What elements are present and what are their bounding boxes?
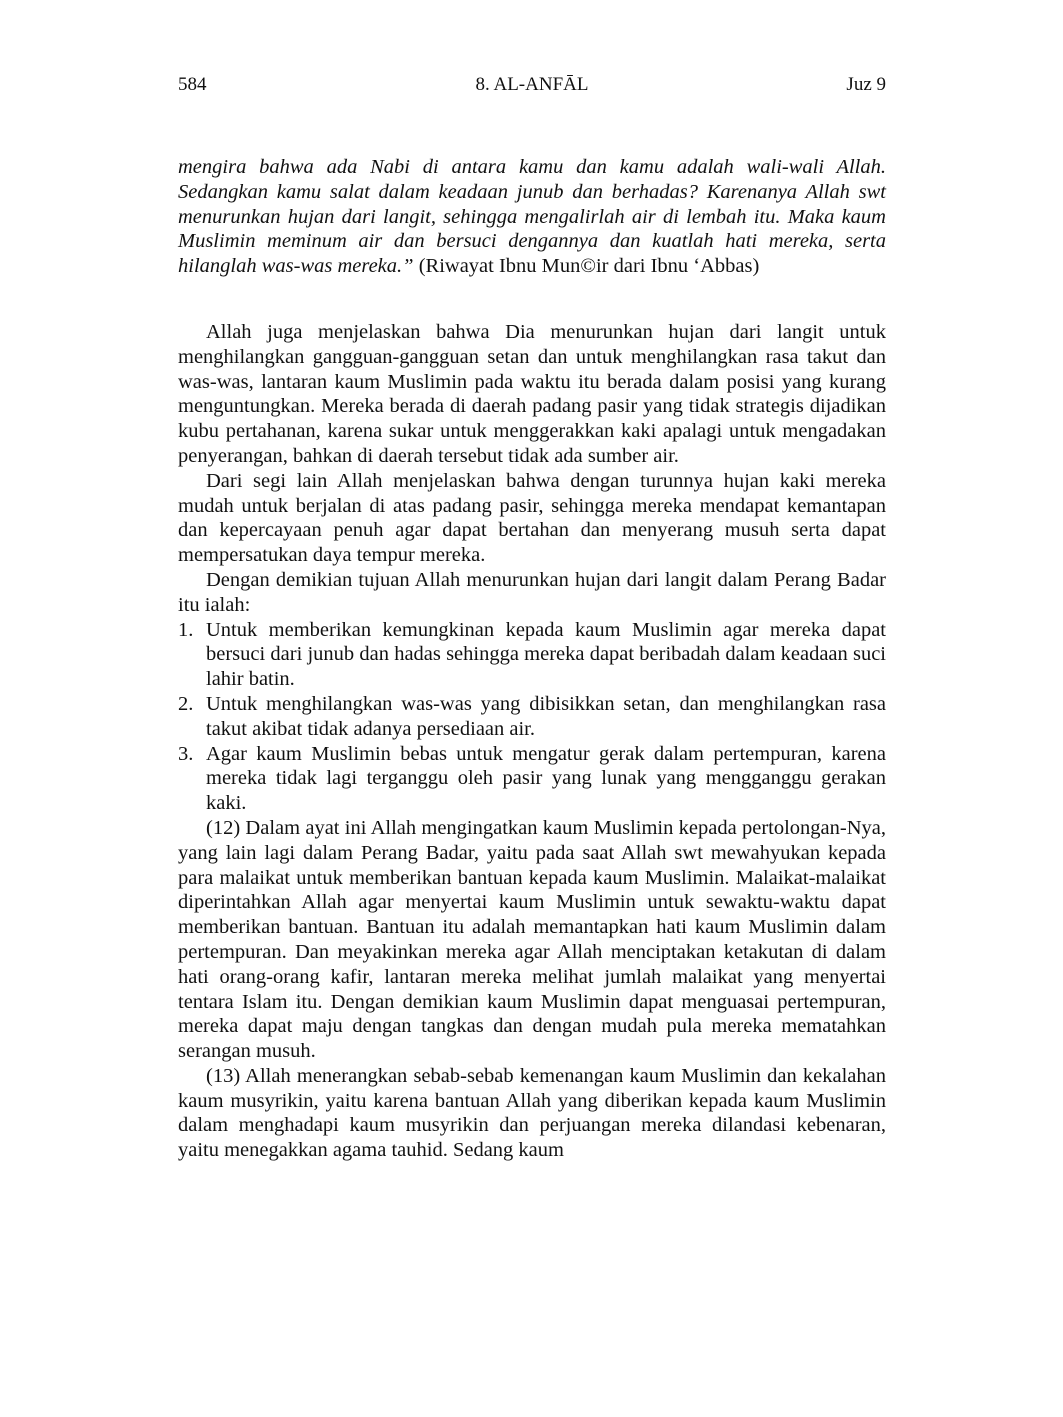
quote-source: (Riwayat Ibnu Mun©ir dari Ibnu ‘Abbas) (413, 255, 760, 278)
chapter-title: 8. AL-ANFĀL (475, 74, 589, 95)
list-item-number: 3. (178, 742, 194, 765)
paragraph-4: (12) Dalam ayat ini Allah mengingatkan kaum Muslimin kepada pertolongan-Nya, yang lain lagi dalam Perang Badar, yaitu pada saat Allah swt mewahyukan kepada para malaikat untuk memberikan bantuan kepada kaum Muslimin. Malaikat-malaikat diperintahkan Allah agar menyertai kaum Muslimin untuk sewaktu-waktu dapat memberikan bantuan. Bantuan itu adalah memantapkan hati kaum Muslimin dalam pertempuran. Dan meyakinkan mereka agar Allah menciptakan ketakutan di dalam hati orang-orang kafir, lantaran mereka melihat jumlah malaikat yang menyertai tentara Islam itu. Dengan demikian kaum Muslimin dapat menguasai pertempuran, mereka dapat maju dengan tangkas dan dengan mudah pula mereka mematahkan serangan musuh. (178, 816, 886, 1063)
list-item-text: Untuk memberikan kemungkinan kepada kaum Muslimin agar mereka dapat bersuci dari junub dan hadas sehingga mereka dapat beribadah dalam keadaan suci lahir batin. (206, 618, 886, 691)
list-item (178, 692, 886, 742)
page-body (178, 155, 886, 1163)
purpose-list (178, 618, 886, 816)
list-item-text: Untuk menghilangkan was-was yang dibisikkan setan, dan menghilangkan rasa takut akibat tidak adanya persediaan air. (206, 692, 886, 740)
juz-label: Juz 9 (846, 74, 886, 95)
paragraph-2: Dari segi lain Allah menjelaskan bahwa dengan turunnya hujan kaki mereka mudah untuk berjalan di atas padang pasir, sehingga mereka mendapat kemantapan dan kepercayaan penuh agar dapat bertahan dan menyerang musuh serta dapat mempersatukan daya tempur mereka. (178, 469, 886, 567)
list-item (178, 618, 886, 692)
list-item-number: 1. (178, 618, 194, 641)
list-item-number: 2. (178, 692, 194, 715)
paragraph-3: Dengan demikian tujuan Allah menurunkan hujan dari langit dalam Perang Badar itu ialah: (178, 568, 886, 616)
paragraph-1: Allah juga menjelaskan bahwa Dia menurunkan hujan dari langit untuk menghilangkan gangguan-gangguan setan dan untuk menghilangkan rasa takut dan was-was, lantaran kaum Muslimin pada waktu itu berada dalam posisi yang kurang menguntungkan. Mereka berada di daerah padang pasir yang tidak strategis dijadikan kubu pertahanan, karena sukar untuk menggerakkan kaki apalagi untuk mengadakan penyerangan, bahkan di daerah tersebut tidak ada sumber air. (178, 320, 886, 467)
page-number: 584 (178, 74, 207, 95)
quote-paragraph (178, 155, 886, 279)
quote-italic-text: mengira bahwa ada Nabi di antara kamu dan kamu adalah wali-wali Allah. Sedangkan kamu salat dalam keadaan junub dan berhadas? Karenanya Allah swt menurunkan hujan dari langit, sehingga mengalirlah air di lembah itu. Maka kaum Muslimin meminum air dan bersuci dengannya dan kuatlah hati mereka, serta hilanglah was-was mereka.” (178, 156, 886, 278)
list-item (178, 742, 886, 816)
list-item-text: Agar kaum Muslimin bebas untuk mengatur gerak dalam pertempuran, karena mereka tidak lagi terganggu oleh pasir yang lunak yang mengganggu gerakan kaki. (206, 742, 886, 815)
paragraph-5: (13) Allah menerangkan sebab-sebab kemenangan kaum Muslimin dan kekalahan kaum musyrikin, yaitu karena bantuan Allah yang diberikan kepada kaum Muslimin dalam menghadapi kaum musyrikin dan perjuangan mereka dilandasi kebenaran, yaitu menegakkan agama tauhid. Sedang kaum (178, 1064, 886, 1162)
page-header (178, 74, 886, 102)
